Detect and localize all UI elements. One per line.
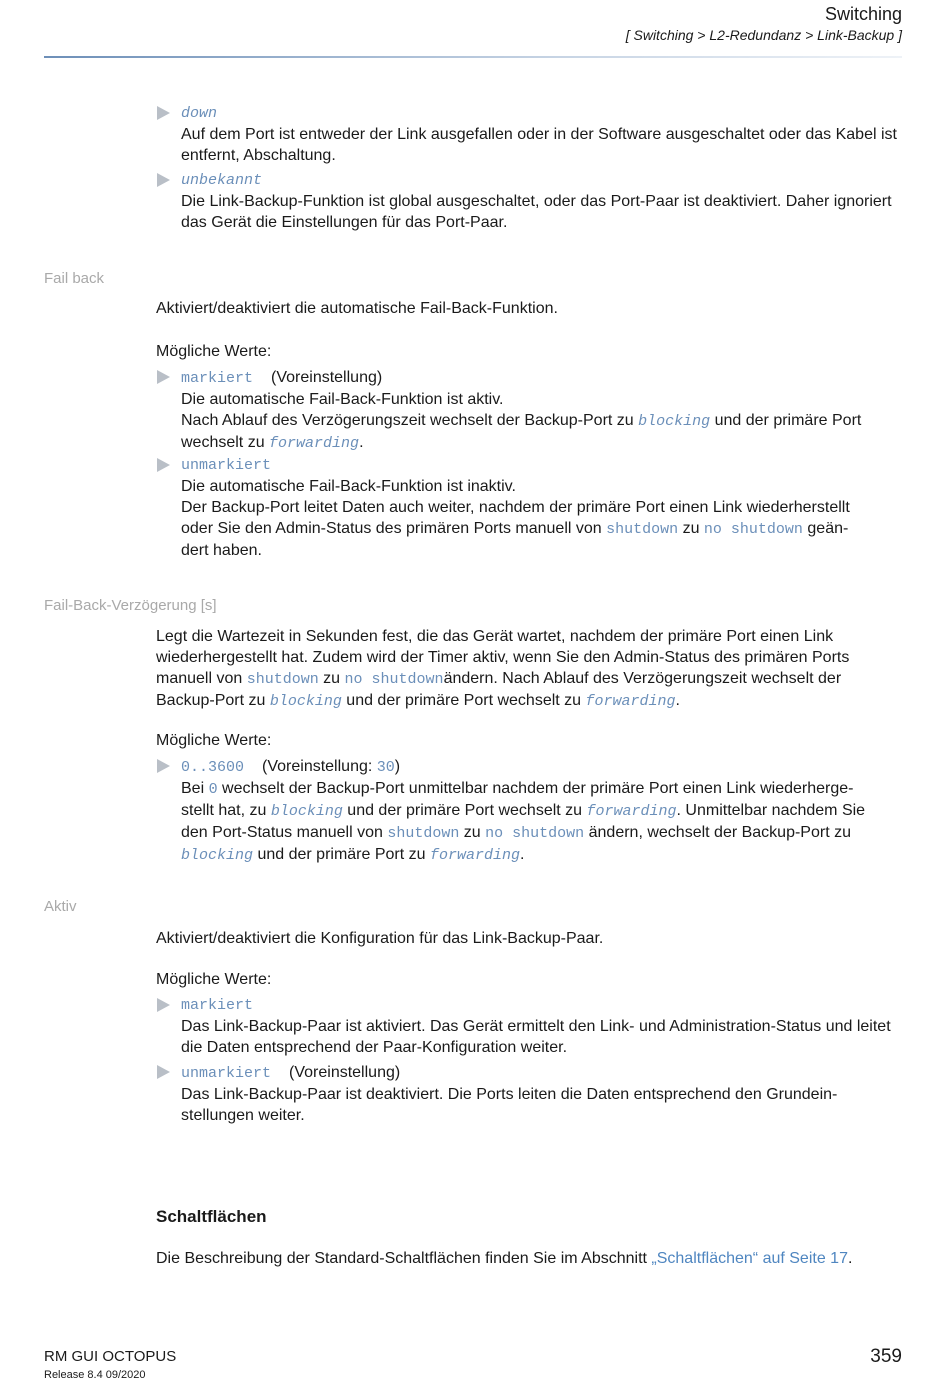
text-run: geän- — [802, 520, 849, 537]
text-run: Bei — [181, 780, 209, 797]
text-run: Nach Ablauf des Verzögerungszeit wechselt der Backup-Port zu — [181, 412, 639, 429]
default-note: (Voreinstellung) — [271, 369, 383, 386]
bullet-triangle-icon — [157, 370, 170, 384]
list-item-unbekannt — [157, 170, 897, 233]
text-run: und der primäre Port wechselt zu — [342, 802, 587, 819]
text-run: zu — [459, 824, 486, 841]
text-run: zu — [318, 670, 345, 687]
text-line: Legt die Wartezeit in Sekunden fest, die das Gerät wartet, nachdem der primäre Port einen Link — [156, 628, 834, 645]
value-down: down — [181, 105, 218, 122]
value-desc: dert haben. — [181, 542, 262, 559]
value-desc: Das Link-Backup-Paar ist aktiviert. Das Gerät ermittelt den Link- und Administration-Status und leitet die Daten entsprechend der Paar-Konfiguration weiter. — [181, 1018, 891, 1056]
default-note: (Voreinstellung: — [262, 758, 377, 775]
header-divider — [44, 56, 902, 58]
possible-values-label: Mögliche Werte: — [156, 343, 272, 360]
keyword-forwarding: forwarding — [429, 847, 520, 864]
value-markiert: markiert — [181, 370, 254, 387]
active-desc: Aktiviert/deaktiviert die Konfiguration für das Link-Backup-Paar. — [156, 930, 604, 947]
text-run: zu — [678, 520, 704, 537]
keyword-no-shutdown: no shutdown — [344, 671, 444, 688]
footer-release: Release 8.4 09/2020 — [44, 1369, 146, 1381]
text-run: und der primäre Port — [710, 412, 862, 429]
failback-desc: Aktiviert/deaktiviert die automatische Fail-Back-Funktion. — [156, 300, 558, 317]
bullet-triangle-icon — [157, 1065, 170, 1079]
text-run: . — [520, 846, 525, 863]
keyword-blocking: blocking — [270, 803, 343, 820]
param-name-active: Aktiv — [44, 898, 77, 915]
buttons-desc — [156, 1248, 906, 1269]
value-markiert: markiert — [181, 997, 254, 1014]
value-range: 0..3600 — [181, 759, 245, 776]
text-run: ) — [394, 758, 401, 775]
breadcrumb: [ Switching > L2-Redundanz > Link-Backup ] — [625, 27, 902, 43]
default-value: 30 — [376, 759, 395, 776]
list-item-markiert — [157, 367, 907, 454]
keyword-shutdown: shutdown — [606, 521, 679, 538]
value-desc: Die automatische Fail-Back-Funktion ist aktiv. — [181, 391, 504, 408]
value-desc: Der Backup-Port leitet Daten auch weiter, nachdem der primäre Port einen Link wiederherstellt — [181, 499, 850, 516]
keyword-zero: 0 — [208, 781, 218, 798]
bullet-triangle-icon — [157, 173, 170, 187]
text-run: Backup-Port zu — [156, 692, 270, 709]
bullet-triangle-icon — [157, 106, 170, 120]
bullet-triangle-icon — [157, 759, 170, 773]
keyword-forwarding: forwarding — [269, 435, 360, 452]
delay-desc — [156, 626, 906, 712]
value-desc: Auf dem Port ist entweder der Link ausgefallen oder in der Software ausgeschaltet oder das Kabel ist entfernt, Abschaltung. — [181, 126, 897, 164]
keyword-blocking: blocking — [181, 847, 254, 864]
list-item-markiert — [157, 995, 907, 1058]
param-name-failback-delay: Fail-Back-Verzögerung [s] — [44, 597, 217, 614]
text-run: oder Sie den Admin-Status des primären Ports manuell von — [181, 520, 607, 537]
keyword-shutdown: shutdown — [246, 671, 319, 688]
text-run: . — [359, 434, 364, 451]
bullet-triangle-icon — [157, 998, 170, 1012]
text-run: ändern. Nach Ablauf des Verzögerungszeit wechselt der — [443, 670, 842, 687]
text-run: den Port-Status manuell von — [181, 824, 388, 841]
text-run: und der primäre Port wechselt zu — [341, 692, 586, 709]
text-run: wechselt zu — [181, 434, 270, 451]
possible-values-label: Mögliche Werte: — [156, 971, 272, 988]
section-heading: Schaltflächen — [156, 1207, 267, 1226]
list-item-range — [157, 756, 907, 866]
keyword-no-shutdown: no shutdown — [485, 825, 585, 842]
keyword-blocking: blocking — [269, 693, 342, 710]
text-run: stellt hat, zu — [181, 802, 271, 819]
keyword-no-shutdown: no shutdown — [703, 521, 803, 538]
keyword-blocking: blocking — [638, 413, 711, 430]
text-run: manuell von — [156, 670, 247, 687]
text-run: . — [675, 692, 680, 709]
list-item-unmarkiert — [157, 455, 907, 561]
possible-values-label: Mögliche Werte: — [156, 732, 272, 749]
default-note: (Voreinstellung) — [289, 1064, 401, 1081]
text-run: Die Beschreibung der Standard-Schaltflächen finden Sie im Abschnitt — [156, 1250, 652, 1267]
bullet-triangle-icon — [157, 458, 170, 472]
text-run: ändern, wechselt der Backup-Port zu — [584, 824, 851, 841]
text-run: und der primäre Port zu — [253, 846, 430, 863]
value-unbekannt: unbekannt — [181, 172, 263, 189]
list-item-down — [157, 103, 897, 166]
footer-product: RM GUI OCTOPUS — [44, 1348, 177, 1365]
text-line: wiederhergestellt hat. Zudem wird der Timer aktiv, wenn Sie den Admin-Status des primären Ports — [156, 649, 850, 666]
text-run: wechselt der Backup-Port unmittelbar nachdem der primäre Port einen Link wiederherge- — [217, 780, 854, 797]
param-name-failback: Fail back — [44, 270, 105, 287]
header-title: Switching — [824, 4, 902, 24]
keyword-forwarding: forwarding — [586, 803, 677, 820]
cross-reference-link[interactable]: „Schaltflächen“ auf Seite 17 — [651, 1250, 848, 1267]
keyword-forwarding: forwarding — [585, 693, 676, 710]
list-item-unmarkiert — [157, 1062, 897, 1126]
text-run: . Unmittelbar nachdem Sie — [676, 802, 866, 819]
value-desc: Die Link-Backup-Funktion ist global ausgeschaltet, oder das Port-Paar ist deaktiviert. Daher ignoriert das Gerät die Einstellungen für das Port-Paar. — [181, 193, 892, 231]
text-run: . — [847, 1250, 853, 1267]
page-number: 359 — [870, 1346, 902, 1367]
value-unmarkiert: unmarkiert — [181, 1065, 272, 1082]
value-desc: Das Link-Backup-Paar ist deaktiviert. Die Ports leiten die Daten entsprechend den Grundein-stellungen weiter. — [181, 1086, 838, 1124]
value-desc: Die automatische Fail-Back-Funktion ist inaktiv. — [181, 478, 516, 495]
value-unmarkiert: unmarkiert — [181, 457, 272, 474]
keyword-shutdown: shutdown — [387, 825, 460, 842]
